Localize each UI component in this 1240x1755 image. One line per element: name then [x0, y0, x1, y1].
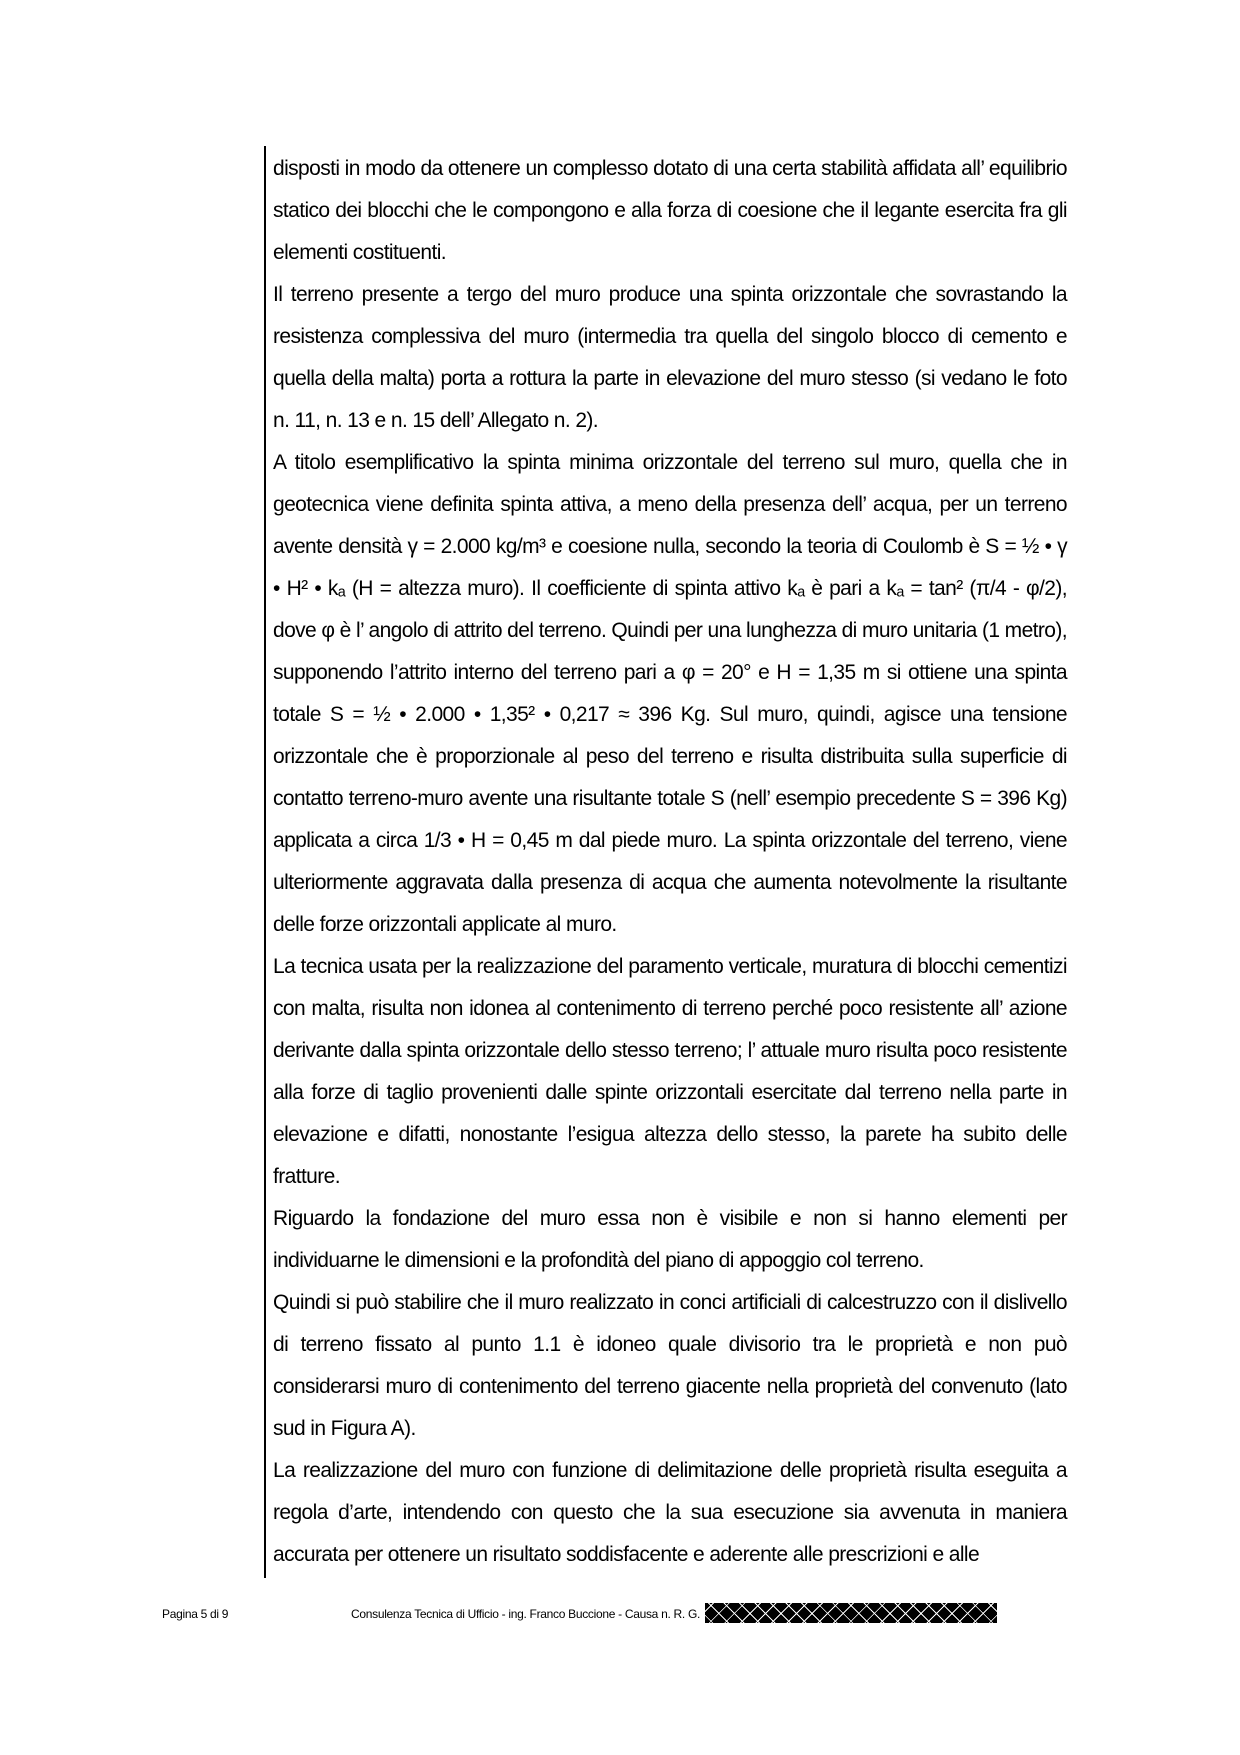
paragraph-7: La realizzazione del muro con funzione di delimitazione delle proprietà risulta eseguita a regola d’arte, intendendo con questo che la sua esecuzione sia avvenuta in maniera accurata per ottenere un risultato soddisfacente e aderente alle prescrizioni e alle [273, 1459, 1067, 1566]
paragraph-2: Il terreno presente a tergo del muro produce una spinta orizzontale che sovrastando la resistenza complessiva del muro (intermedia tra quella del singolo blocco di cemento e quella della malta) porta a rottura la parte in elevazione del muro stesso (si vedano le foto n. 11, n. 13 e n. 15 dell’ Allegato n. 2). [273, 283, 1067, 432]
document-body [273, 148, 1067, 1576]
paragraph-4: La tecnica usata per la realizzazione del paramento verticale, muratura di blocchi cementizi con malta, risulta non idonea al contenimento di terreno perché poco resistente all’ azione derivante dalla spinta orizzontale dello stesso terreno; l’ attuale muro risulta poco resistente alla forze di taglio provenienti dalle spinte orizzontali esercitate dal terreno nella parte in elevazione e difatti, nonostante l’esigua altezza dello stesso, la parete ha subito delle fratture. [273, 955, 1067, 1188]
page-number: Pagina 5 di 9 [162, 1607, 229, 1621]
paragraph-6: Quindi si può stabilire che il muro realizzato in conci artificiali di calcestruzzo con il dislivello di terreno fissato al punto 1.1 è idoneo quale divisorio tra le proprietà e non può considerarsi muro di contenimento del terreno giacente nella proprietà del convenuto (lato sud in Figura A). [273, 1291, 1067, 1440]
footer-info: Consulenza Tecnica di Ufficio - ing. Franco Buccione - Causa n. R. G. [351, 1607, 701, 1621]
paragraph-3: A titolo esemplificativo la spinta minima orizzontale del terreno sul muro, quella che in geotecnica viene definita spinta attiva, a meno della presenza dell’ acqua, per un terreno avente densità γ = 2.000 kg/m³ e coesione nulla, secondo la teoria di Coulomb è S = ½ • γ • H² • kₐ (H = altezza muro). Il coefficiente di spinta attivo kₐ è pari a kₐ = tan² (π/4 - φ/2), dove φ è l’ angolo di attrito del terreno. Quindi per una lunghezza di muro unitaria (1 metro), supponendo l’attrito interno del terreno pari a φ = 20° e H = 1,35 m si ottiene una spinta totale S = ½ • 2.000 • 1,35² • 0,217 ≈ 396 Kg. Sul muro, quindi, agisce una tensione orizzontale che è proporzionale al peso del terreno e risulta distribuita sulla superficie di contatto terreno-muro avente una risultante totale S (nell’ esempio precedente S = 396 Kg) applicata a circa 1/3 • H = 0,45 m dal piede muro. La spinta orizzontale del terreno, viene ulteriormente aggravata dalla presenza di acqua che aumenta notevolmente la risultante delle forze orizzontali applicate al muro. [273, 451, 1067, 936]
paragraph-5: Riguardo la fondazione del muro essa non è visibile e non si hanno elementi per individuarne le dimensioni e la profondità del piano di appoggio col terreno. [273, 1207, 1067, 1272]
paragraph-1: disposti in modo da ottenere un complesso dotato di una certa stabilità affidata all’ equilibrio statico dei blocchi che le compongono e alla forza di coesione che il legante esercita fra gli elementi costituenti. [273, 157, 1067, 264]
redacted-case-number [705, 1603, 997, 1623]
margin-bar [264, 146, 266, 1578]
